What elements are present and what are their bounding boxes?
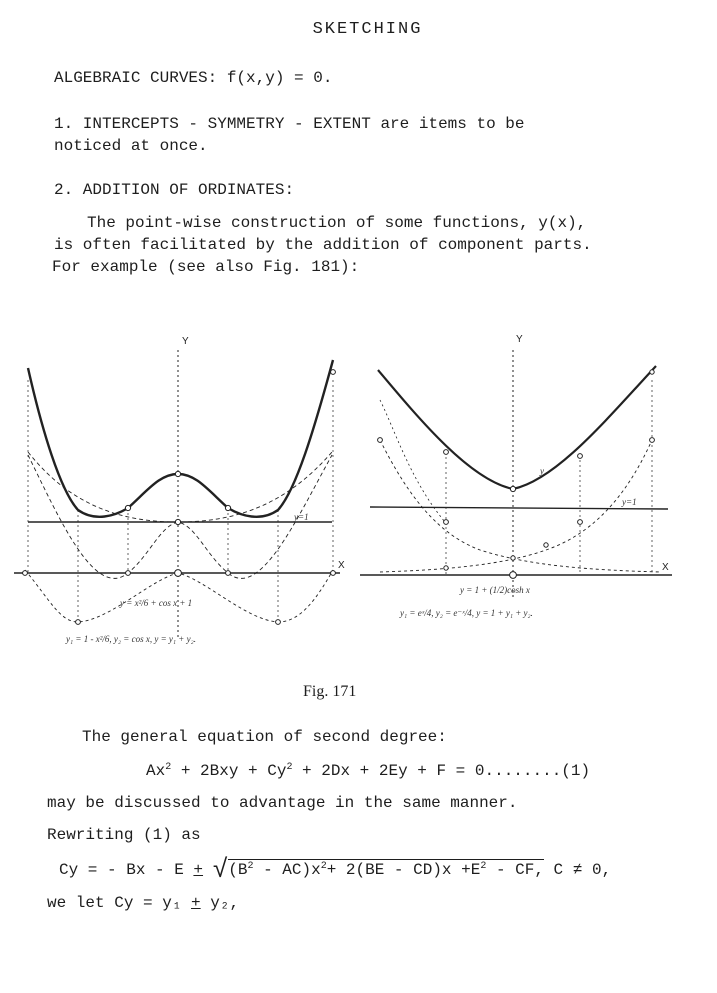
item-1-line-1: 1. INTERCEPTS - SYMMETRY - EXTENT are items to be [54, 115, 525, 133]
left-eq-1: y = x²/6 + cos x + 1 [120, 598, 193, 608]
equation-1: $Ax^2 + 2Bxy + Cy^2 + 2Dx + 2Ey + F = 0........(1)$ [146, 762, 591, 780]
right-exp-pos-curve [380, 440, 652, 572]
left-parabola-y1 [28, 452, 332, 522]
right-curve-label: y [540, 466, 544, 476]
right-line-y1 [370, 507, 668, 509]
discussion-line: may be discussed to advantage in the same manner. [47, 794, 518, 812]
right-eq-2: y₁ = eˣ/4, y₂ = e⁻ˣ/4, y = 1 + y₁ + y₂. [400, 608, 533, 618]
equation-2: Cy = - $Bx - E + √(B^2 - AC)x^2+ 2(BE - CD)x +E^2$ - CF, C ≠ 0, [59, 855, 612, 885]
left-x-label: X [338, 560, 345, 571]
general-equation-intro: The general equation of second degree: [82, 728, 447, 746]
algebraic-curves-heading: ALGEBRAIC CURVES: f(x,y) = 0. [54, 69, 333, 87]
rewriting-line: Rewriting (1) as [47, 826, 201, 844]
figure-caption: Fig. 171 [303, 683, 357, 700]
paragraph-line-1: The point-wise construction of some functions, y(x), [87, 214, 587, 232]
paragraph-line-2: is often facilitated by the addition of component parts. [54, 236, 592, 254]
right-y-label: Y [516, 334, 523, 345]
left-eq-2: y₁ = 1 - x²/6, y₂ = cos x, y = y₁ + y₂. [66, 634, 196, 644]
right-exp-neg-curve [380, 440, 660, 572]
item-2-heading: 2. ADDITION OF ORDINATES: [54, 181, 295, 199]
left-y2-curve [25, 570, 333, 622]
left-line-label: y=1 [294, 512, 309, 522]
right-eq-1: y = 1 + (1/2)cosh x [460, 585, 530, 595]
right-x-label: X [662, 562, 669, 573]
paragraph-line-3: For example (see also Fig. 181): [52, 258, 360, 276]
right-line-label: y=1 [622, 497, 637, 507]
page-title: SKETCHING [312, 20, 423, 39]
item-1-line-2: noticed at once. [54, 137, 208, 155]
left-sum-curve [28, 360, 333, 517]
let-line: we let Cy = y₁ + y₂, [47, 894, 240, 912]
left-y-label: Y [182, 336, 189, 347]
right-cosh-curve [378, 366, 656, 489]
